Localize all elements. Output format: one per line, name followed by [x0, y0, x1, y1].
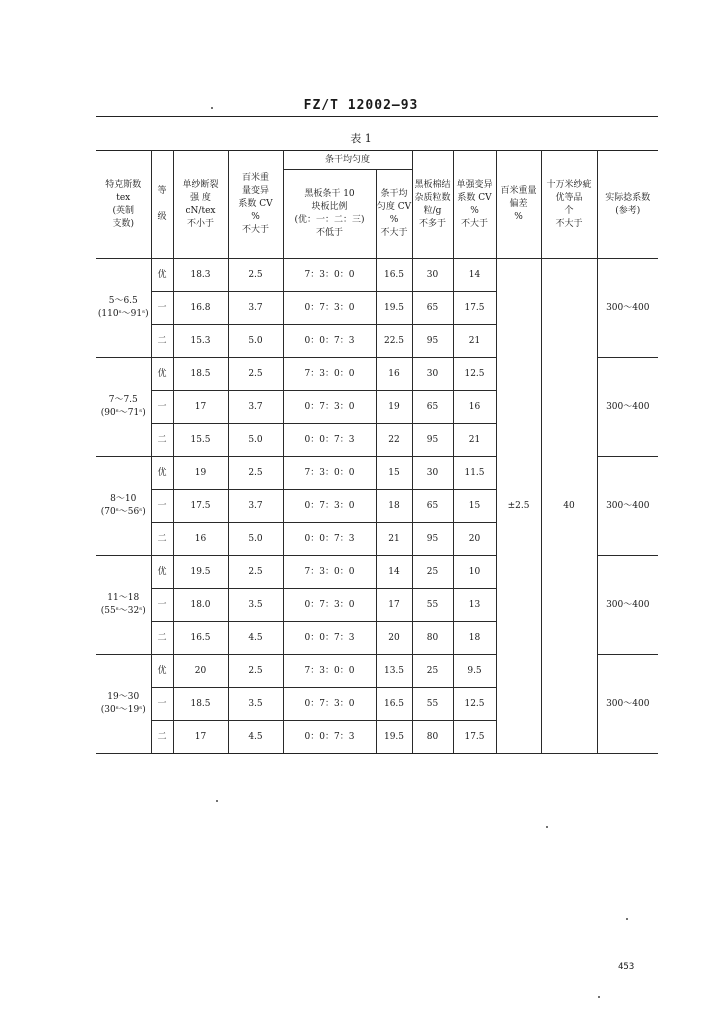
single-cv-cell: 14	[453, 259, 496, 292]
grade-cell: 优	[151, 358, 173, 391]
page-number: 453	[618, 962, 635, 972]
scan-speck	[546, 826, 548, 828]
board-ratio-cell: 0：0：7：3	[283, 721, 376, 754]
strength-cell: 15.3	[173, 325, 228, 358]
evenness-cv-cell: 19	[376, 391, 412, 424]
single-cv-cell: 21	[453, 325, 496, 358]
first-grade-defects-cell: 40	[541, 259, 597, 754]
evenness-cv-cell: 19.5	[376, 292, 412, 325]
evenness-cv-cell: 16	[376, 358, 412, 391]
weight-cv-cell: 3.7	[228, 490, 283, 523]
weight-cv-cell: 3.5	[228, 688, 283, 721]
weight-cv-cell: 3.5	[228, 589, 283, 622]
grade-cell: 一	[151, 391, 173, 424]
strength-cell: 18.0	[173, 589, 228, 622]
table-title: 表 1	[350, 132, 372, 145]
weight-cv-cell: 5.0	[228, 424, 283, 457]
neps-cell: 95	[412, 523, 453, 556]
board-ratio-cell: 7：3：0：0	[283, 358, 376, 391]
board-ratio-cell: 0：7：3：0	[283, 688, 376, 721]
col-header-weight-cv: 百米重 量变异 系数 CV % 不大于	[228, 151, 283, 259]
strength-cell: 16.8	[173, 292, 228, 325]
neps-cell: 55	[412, 589, 453, 622]
evenness-cv-cell: 18	[376, 490, 412, 523]
board-ratio-cell: 0：0：7：3	[283, 622, 376, 655]
grade-cell: 二	[151, 325, 173, 358]
single-cv-cell: 17.5	[453, 721, 496, 754]
strength-cell: 16.5	[173, 622, 228, 655]
neps-cell: 55	[412, 688, 453, 721]
weight-cv-cell: 2.5	[228, 259, 283, 292]
neps-cell: 65	[412, 292, 453, 325]
col-header-single-cv: 单强变异 系数 CV % 不大于	[453, 151, 496, 259]
grade-cell: 二	[151, 424, 173, 457]
scan-speck	[216, 800, 218, 802]
weight-cv-cell: 5.0	[228, 523, 283, 556]
col-header-board-ratio: 黑板条干 10 块板比例 (优：一：二：三) 不低于	[283, 170, 376, 259]
col-header-tex: 特克斯数 tex (英制 支数)	[96, 151, 151, 259]
board-ratio-cell: 7：3：0：0	[283, 655, 376, 688]
neps-cell: 95	[412, 424, 453, 457]
board-ratio-cell: 0：0：7：3	[283, 424, 376, 457]
grade-cell: 一	[151, 490, 173, 523]
strength-cell: 18.5	[173, 358, 228, 391]
twist-factor-cell: 300～400	[597, 556, 658, 655]
grade-cell: 一	[151, 688, 173, 721]
evenness-cv-cell: 16.5	[376, 688, 412, 721]
grade-cell: 二	[151, 523, 173, 556]
single-cv-cell: 17.5	[453, 292, 496, 325]
grade-cell: 优	[151, 259, 173, 292]
strength-cell: 18.3	[173, 259, 228, 292]
strength-cell: 20	[173, 655, 228, 688]
board-ratio-cell: 0：0：7：3	[283, 325, 376, 358]
single-cv-cell: 11.5	[453, 457, 496, 490]
weight-cv-cell: 2.5	[228, 358, 283, 391]
grade-cell: 优	[151, 457, 173, 490]
evenness-cv-cell: 21	[376, 523, 412, 556]
header-rule	[96, 116, 658, 117]
grade-cell: 二	[151, 622, 173, 655]
neps-cell: 25	[412, 556, 453, 589]
col-header-grade: 等 级	[151, 151, 173, 259]
scan-speck	[598, 996, 600, 998]
col-header-evenness-group: 条干均匀度	[283, 151, 412, 170]
scan-speck	[211, 107, 213, 109]
single-cv-cell: 20	[453, 523, 496, 556]
grade-cell: 优	[151, 655, 173, 688]
neps-cell: 65	[412, 490, 453, 523]
single-cv-cell: 9.5	[453, 655, 496, 688]
evenness-cv-cell: 13.5	[376, 655, 412, 688]
weight-cv-cell: 3.7	[228, 391, 283, 424]
single-cv-cell: 18	[453, 622, 496, 655]
strength-cell: 19.5	[173, 556, 228, 589]
twist-factor-cell: 300～400	[597, 655, 658, 754]
col-header-neps: 黑板棉结 杂质粒数 粒/g 不多于	[412, 151, 453, 259]
neps-cell: 65	[412, 391, 453, 424]
grade-cell: 二	[151, 721, 173, 754]
weight-cv-cell: 4.5	[228, 721, 283, 754]
strength-cell: 16	[173, 523, 228, 556]
twist-factor-cell: 300～400	[597, 457, 658, 556]
col-header-evenness-cv: 条干均 匀度 CV % 不大于	[376, 170, 412, 259]
board-ratio-cell: 0：7：3：0	[283, 490, 376, 523]
grade-cell: 一	[151, 292, 173, 325]
neps-cell: 25	[412, 655, 453, 688]
evenness-cv-cell: 20	[376, 622, 412, 655]
weight-cv-cell: 3.7	[228, 292, 283, 325]
neps-cell: 30	[412, 259, 453, 292]
single-cv-cell: 15	[453, 490, 496, 523]
col-header-weight-dev: 百米重量 偏差 %	[496, 151, 541, 259]
board-ratio-cell: 7：3：0：0	[283, 259, 376, 292]
single-cv-cell: 10	[453, 556, 496, 589]
evenness-cv-cell: 15	[376, 457, 412, 490]
tex-range-cell: 5～6.5 (110ˢ～91ˢ)	[96, 259, 151, 358]
single-cv-cell: 21	[453, 424, 496, 457]
board-ratio-cell: 7：3：0：0	[283, 556, 376, 589]
board-ratio-cell: 0：7：3：0	[283, 292, 376, 325]
weight-cv-cell: 5.0	[228, 325, 283, 358]
board-ratio-cell: 0：7：3：0	[283, 391, 376, 424]
neps-cell: 30	[412, 457, 453, 490]
grade-cell: 优	[151, 556, 173, 589]
tex-range-cell: 8～10 (70ˢ～56ˢ)	[96, 457, 151, 556]
single-cv-cell: 12.5	[453, 688, 496, 721]
scan-speck	[626, 918, 628, 920]
strength-cell: 17.5	[173, 490, 228, 523]
strength-cell: 18.5	[173, 688, 228, 721]
col-header-first-grade: 十万米纱疵 优等品 个 不大于	[541, 151, 597, 259]
twist-factor-cell: 300～400	[597, 259, 658, 358]
tex-range-cell: 11～18 (55ˢ～32ˢ)	[96, 556, 151, 655]
col-header-strength: 单纱断裂 强 度 cN/tex 不小于	[173, 151, 228, 259]
board-ratio-cell: 7：3：0：0	[283, 457, 376, 490]
neps-cell: 80	[412, 721, 453, 754]
standard-code: FZ/T 12002—93	[303, 98, 419, 113]
evenness-cv-cell: 22	[376, 424, 412, 457]
single-cv-cell: 12.5	[453, 358, 496, 391]
table-body	[96, 259, 658, 754]
evenness-cv-cell: 16.5	[376, 259, 412, 292]
strength-cell: 19	[173, 457, 228, 490]
evenness-cv-cell: 14	[376, 556, 412, 589]
single-cv-cell: 13	[453, 589, 496, 622]
table-header	[96, 151, 658, 259]
twist-factor-cell: 300～400	[597, 358, 658, 457]
evenness-cv-cell: 22.5	[376, 325, 412, 358]
strength-cell: 17	[173, 721, 228, 754]
neps-cell: 30	[412, 358, 453, 391]
strength-cell: 17	[173, 391, 228, 424]
weight-deviation-cell: ±2.5	[496, 259, 541, 754]
single-cv-cell: 16	[453, 391, 496, 424]
spec-table	[96, 150, 658, 754]
evenness-cv-cell: 19.5	[376, 721, 412, 754]
neps-cell: 95	[412, 325, 453, 358]
strength-cell: 15.5	[173, 424, 228, 457]
tex-range-cell: 19～30 (30ˢ～19ˢ)	[96, 655, 151, 754]
grade-cell: 一	[151, 589, 173, 622]
weight-cv-cell: 4.5	[228, 622, 283, 655]
weight-cv-cell: 2.5	[228, 457, 283, 490]
neps-cell: 80	[412, 622, 453, 655]
evenness-cv-cell: 17	[376, 589, 412, 622]
table-row	[96, 259, 658, 292]
weight-cv-cell: 2.5	[228, 556, 283, 589]
weight-cv-cell: 2.5	[228, 655, 283, 688]
col-header-twist: 实际捻系数 (参考)	[597, 151, 658, 259]
tex-range-cell: 7～7.5 (90ˢ～71ˢ)	[96, 358, 151, 457]
board-ratio-cell: 0：0：7：3	[283, 523, 376, 556]
board-ratio-cell: 0：7：3：0	[283, 589, 376, 622]
